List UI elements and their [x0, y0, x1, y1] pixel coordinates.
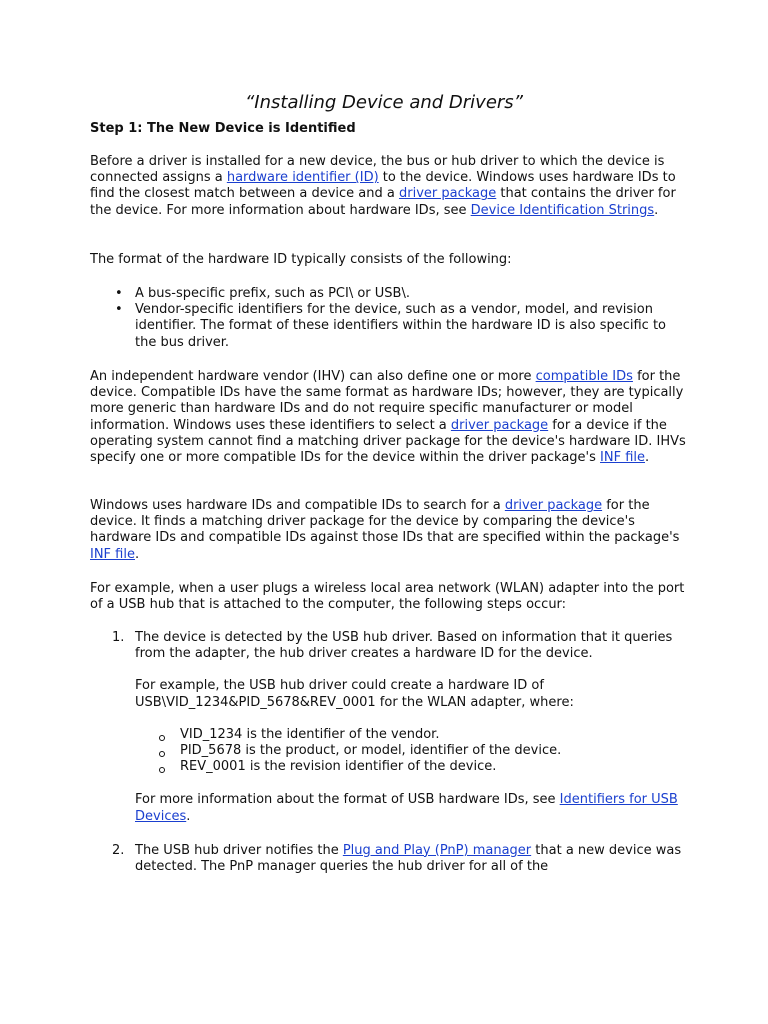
format-paragraph: The format of the hardware ID typically consists of the following: [90, 252, 512, 267]
step-number: 2. [112, 842, 125, 858]
link-inf-file[interactable]: INF file [600, 450, 645, 466]
step1-heading: Step 1: The New Device is Identified [90, 121, 356, 136]
step-number: 1. [112, 630, 125, 645]
example-paragraph: For example, when a user plugs a wireless local area network (WLAN) adapter into the port of a USB hub that is attached to the computer, the following steps occur: [90, 581, 685, 613]
link-pnp-manager[interactable]: Plug and Play (PnP) manager [342, 842, 532, 858]
search-paragraph: Windows uses hardware IDs and compatible IDs to search for a driver package for the device. It finds a matching driver package for the device by comparing the device's hardware IDs and compatible IDs against those IDs that are specified within the package's INF file. [90, 498, 680, 562]
bullet-list [90, 286, 690, 351]
link-driver-package[interactable]: driver package [504, 498, 603, 513]
link-hardware-identifier[interactable]: hardware identifier (ID) [226, 170, 379, 186]
list-item: PID_5678 is the product, or model, identifier of the device. [135, 743, 690, 759]
list-item: 2. The USB hub driver notifies the Plug and Play (PnP) manager that a new device was detected. The PnP manager queries the hub driver for all of the [112, 842, 682, 875]
link-driver-package[interactable]: driver package [450, 417, 549, 433]
list-item: 1. The device is detected by the USB hub driver. Based on information that it queries from the adapter, the hub driver creates a hardware ID for the device. For example, the USB hub driver could create a hardware ID of USB\VID_1234&PID_5678&REV_0001 for the WLAN adapter, where: VID_1234 is the identifier of the vendor. PID_5678 is the product, or model, identifier of the device. REV_0001 is the revision identifier of the device. For more information about the format of USB hardware IDs, see Identifiers for USB Devices. [90, 630, 690, 825]
link-compatible-ids[interactable]: compatible IDs [535, 369, 633, 384]
link-identifiers-for-usb-devices[interactable]: Identifiers for USB Devices [135, 792, 678, 824]
list-item: • Vendor-specific identifiers for the device, such as a vendor, model, and revision identifier. The format of these identifiers within the hardware ID is also specific to the bus driver. [90, 302, 690, 351]
list-item: VID_1234 is the identifier of the vendor. [135, 727, 690, 743]
link-device-identification-strings[interactable]: Device Identification Strings [470, 202, 655, 218]
link-inf-file[interactable]: INF file [90, 546, 135, 562]
list-item: • A bus-specific prefix, such as PCI\ or USB\. [90, 286, 690, 302]
ihv-paragraph: An independent hardware vendor (IHV) can also define one or more compatible IDs for the device. Compatible IDs have the same format as hardware IDs; however, they are typically more generic than hardware IDs and do not require specific manufacturer or model information. Windows uses these identifiers to select a driver package for a device if the operating system cannot find a matching driver package for the device's hardware ID. IHVs specify one or more compatible IDs for the device within the driver package's INF file. [90, 369, 686, 466]
page-title: “Installing Device and Drivers” [244, 92, 524, 113]
intro-paragraph: Before a driver is installed for a new device, the bus or hub driver to which the device is connected assigns a hardware identifier (ID) to the device. Windows uses hardware IDs to find the closest match between a device and a driver package that contains the driver for the device. For more information about hardware IDs, see Device Identification Strings. [90, 154, 676, 218]
link-driver-package[interactable]: driver package [398, 186, 497, 202]
list-item: REV_0001 is the revision identifier of the device. [135, 759, 690, 775]
steps-list [90, 630, 690, 875]
